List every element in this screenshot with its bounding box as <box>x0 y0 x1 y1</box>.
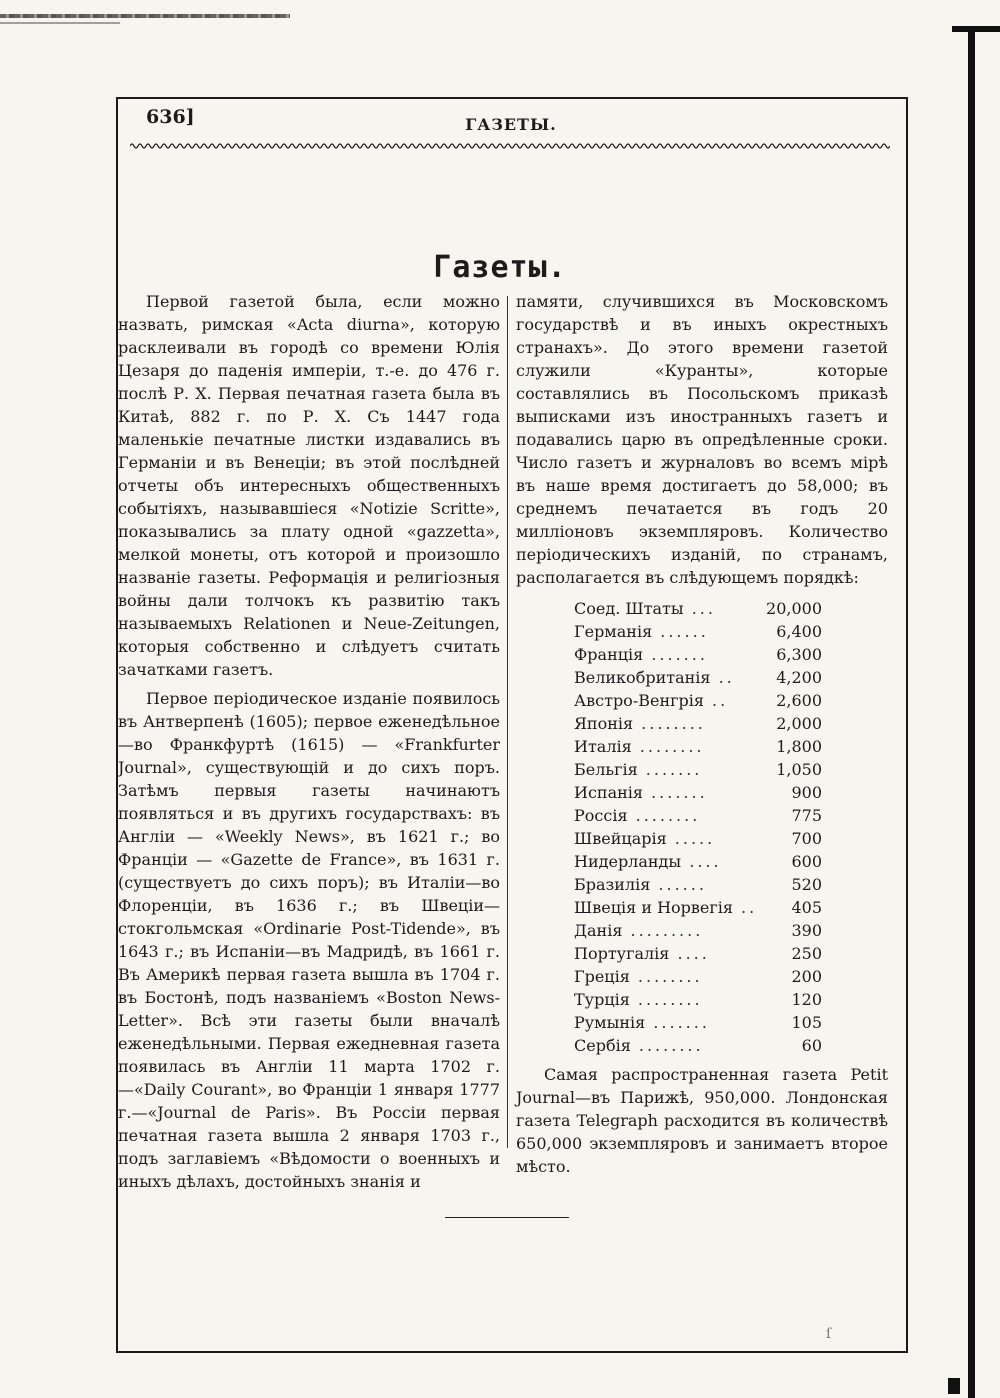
article-title: Газеты. <box>433 250 567 286</box>
country-cell <box>574 712 760 735</box>
table-row <box>574 896 822 919</box>
table-row <box>574 666 822 689</box>
count-value: 6,400 <box>776 622 822 641</box>
body-paragraph: Первой газетой была, если можно назвать, римская «Acta diurna», которую расклеивали въ городѣ со времени Юлія Цезаря до паденія имперіи, т.-е. до 476 г. послѣ Р. Х. Первая печатная газета была въ Китаѣ, 882 г. по Р. Х. Съ 1447 года маленькіе печатные листки издавались въ Германіи и въ Венеціи; въ этой послѣдней отчеты объ интересныхъ общественныхъ событіяхъ, называвшіеся «Notizie Scritte», показывались за плату одной «gazzetta», мелкой монеты, отъ которой и произошло названіе газеты. Реформація и религіозныя войны дали толчокъ къ развитію такъ называемыхъ Relationen и Neue-Zeitungen, которыя собственно и слѣдуетъ считать зачатками газетъ. <box>118 292 500 679</box>
country-cell <box>574 873 760 896</box>
country-name: Швеція и Норвегія <box>574 898 733 917</box>
dot-leader: .... <box>669 944 710 963</box>
count-value: 250 <box>791 944 822 963</box>
country-cell <box>574 896 760 919</box>
scan-edge-bar-horizontal <box>952 26 1000 32</box>
country-name: Франція <box>574 645 644 664</box>
table-row <box>574 735 822 758</box>
country-name: Нидерланды <box>574 852 682 871</box>
count-value: 105 <box>791 1013 822 1032</box>
country-cell <box>574 827 760 850</box>
count-value: 6,300 <box>776 645 822 664</box>
dot-leader: ....... <box>637 760 703 779</box>
body-paragraph: памяти, случившихся въ Московскомъ государствѣ и въ иныхъ окрестныхъ странахъ». До этого времени газетой служили «Куранты», которые составлялись въ Посольскомъ приказѣ выписками изъ иностранныхъ газетъ и подавались царю въ опредѣленные сроки. Число газетъ и журналовъ во всемъ мірѣ въ наше время достигаетъ до 58,000; въ среднемъ печатается въ годъ 20 милліоновъ экземпляровъ. Количество періодическихъ изданій, по странамъ, располагается въ слѣдующемъ порядкѣ: <box>516 292 888 587</box>
country-name: Италія <box>574 737 632 756</box>
count-value: 2,000 <box>776 714 822 733</box>
count-value: 600 <box>791 852 822 871</box>
country-name: Германія <box>574 622 653 641</box>
body-paragraph: Первое періодическое изданіе появилось въ Антверпенѣ (1605); первое еженедѣльное—во Франкфуртѣ (1615) — «Frankfurter Journal», существующій и до сихъ поръ. Затѣмъ первыя газеты начинаютъ появляться и въ другихъ государствахъ: въ Англіи — «Weekly News», въ 1621 г.; во Франціи — «Gazette de France», въ 1631 г. (существуетъ до сихъ поръ); въ Италіи—во Флоренціи, въ 1636 г.; въ Швеціи—стокгольмская «Ordinarie Post-Tidende», въ 1643 г.; въ Испаніи—въ Мадридѣ, въ 1661 г. Въ Америкѣ первая газета вышла въ 1704 г. въ Бостонѣ, подъ названіемъ «Boston News-Letter». Всѣ эти газеты были вначалѣ еженедѣльными. Первая ежедневная газета появилась въ Англіи 11 марта 1702 г.—«Daily Courant», во Франціи 1 января 1777 г.—«Journal de Paris». Въ Россіи первая печатная газета вышла 2 января 1703 г., подъ заглавіемъ «Вѣдомости о военныхъ и иныхъ дѣлахъ, достойныхъ знанія и <box>118 689 500 1191</box>
dot-leader: ..... <box>666 829 716 848</box>
country-cell <box>574 781 760 804</box>
table-row <box>574 758 822 781</box>
count-value: 60 <box>801 1036 822 1055</box>
dot-leader: ........ <box>629 967 703 986</box>
country-name: Австро-Венгрія <box>574 691 704 710</box>
dot-leader: ........ <box>629 990 703 1009</box>
table-row <box>574 942 822 965</box>
page-number: 636] <box>146 106 195 128</box>
periodicals-by-country-table <box>574 597 822 1057</box>
scan-artifact-top <box>0 14 290 18</box>
dot-leader: .... <box>681 852 722 871</box>
table-row <box>574 850 822 873</box>
country-cell <box>574 643 760 666</box>
country-name: Швейцарія <box>574 829 667 848</box>
country-name: Румынія <box>574 1013 646 1032</box>
count-value: 120 <box>791 990 822 1009</box>
country-name: Португалія <box>574 944 670 963</box>
country-name: Данія <box>574 921 623 940</box>
country-name: Бразилія <box>574 875 651 894</box>
country-cell <box>574 965 760 988</box>
country-name: Россія <box>574 806 628 825</box>
country-name: Сербія <box>574 1036 631 1055</box>
country-name: Турція <box>574 990 630 1009</box>
scan-artifact-top-thin <box>0 22 120 24</box>
count-value: 4,200 <box>776 668 822 687</box>
left-column <box>118 290 500 1193</box>
country-name: Японія <box>574 714 634 733</box>
count-value: 775 <box>791 806 822 825</box>
country-cell <box>574 1034 760 1057</box>
dot-leader: ...... <box>652 622 709 641</box>
dot-leader: ......... <box>622 921 704 940</box>
country-name: Бельгія <box>574 760 638 779</box>
table-row <box>574 919 822 942</box>
dot-leader: ....... <box>643 783 708 802</box>
dot-leader: ........ <box>627 806 701 825</box>
dot-leader: ........ <box>630 1036 704 1055</box>
table-row <box>574 873 822 896</box>
table-row <box>574 712 822 735</box>
country-cell <box>574 804 760 827</box>
table-row <box>574 827 822 850</box>
country-name: Испанія <box>574 783 643 802</box>
country-cell <box>574 735 760 758</box>
scan-edge-bar-vertical <box>968 26 975 1398</box>
dot-leader: ... <box>683 599 716 618</box>
country-cell <box>574 597 760 620</box>
body-paragraph: Самая распространенная газета Petit Journal—въ Парижѣ, 950,000. Лондонская газета Telegraph расходится въ количествѣ 650,000 экземпляровъ и занимаетъ второе мѣсто. <box>516 1065 888 1176</box>
country-cell <box>574 850 760 873</box>
count-value: 1,050 <box>776 760 822 779</box>
dot-leader: ...... <box>650 875 707 894</box>
dot-leader: .. <box>710 668 735 687</box>
column-divider <box>507 296 508 1148</box>
country-cell <box>574 666 760 689</box>
dot-leader: .. <box>732 898 758 917</box>
count-value: 2,600 <box>776 691 822 710</box>
country-cell <box>574 758 760 781</box>
count-value: 405 <box>791 898 822 917</box>
country-cell <box>574 1011 760 1034</box>
dot-leader: ....... <box>645 1013 710 1032</box>
count-value: 700 <box>791 829 822 848</box>
running-head: ГАЗЕТЫ. <box>465 115 557 134</box>
count-value: 390 <box>791 921 822 940</box>
table-row <box>574 597 822 620</box>
dot-leader: ........ <box>631 737 705 756</box>
table-row <box>574 1034 822 1057</box>
scan-corner-mark <box>948 1378 960 1394</box>
table-row <box>574 781 822 804</box>
right-column <box>516 290 888 1178</box>
count-value: 900 <box>791 783 822 802</box>
end-rule <box>445 1217 569 1218</box>
country-cell <box>574 620 760 643</box>
table-row <box>574 804 822 827</box>
wavy-rule-divider <box>130 140 890 152</box>
count-value: 520 <box>791 875 822 894</box>
country-name: Соед. Штаты <box>574 599 684 618</box>
country-cell <box>574 988 760 1011</box>
count-value: 20,000 <box>766 599 822 618</box>
dot-leader: ....... <box>643 645 708 664</box>
count-value: 200 <box>791 967 822 986</box>
country-name: Великобританія <box>574 668 711 687</box>
table-row <box>574 1011 822 1034</box>
dot-leader: .. <box>703 691 729 710</box>
table-row <box>574 643 822 666</box>
table-row <box>574 620 822 643</box>
table-row <box>574 988 822 1011</box>
table-row <box>574 689 822 712</box>
country-cell <box>574 689 760 712</box>
count-value: 1,800 <box>776 737 822 756</box>
country-name: Греція <box>574 967 630 986</box>
stray-mark: ſ <box>826 1326 832 1342</box>
country-cell <box>574 919 760 942</box>
dot-leader: ........ <box>633 714 706 733</box>
table-row <box>574 965 822 988</box>
country-cell <box>574 942 760 965</box>
